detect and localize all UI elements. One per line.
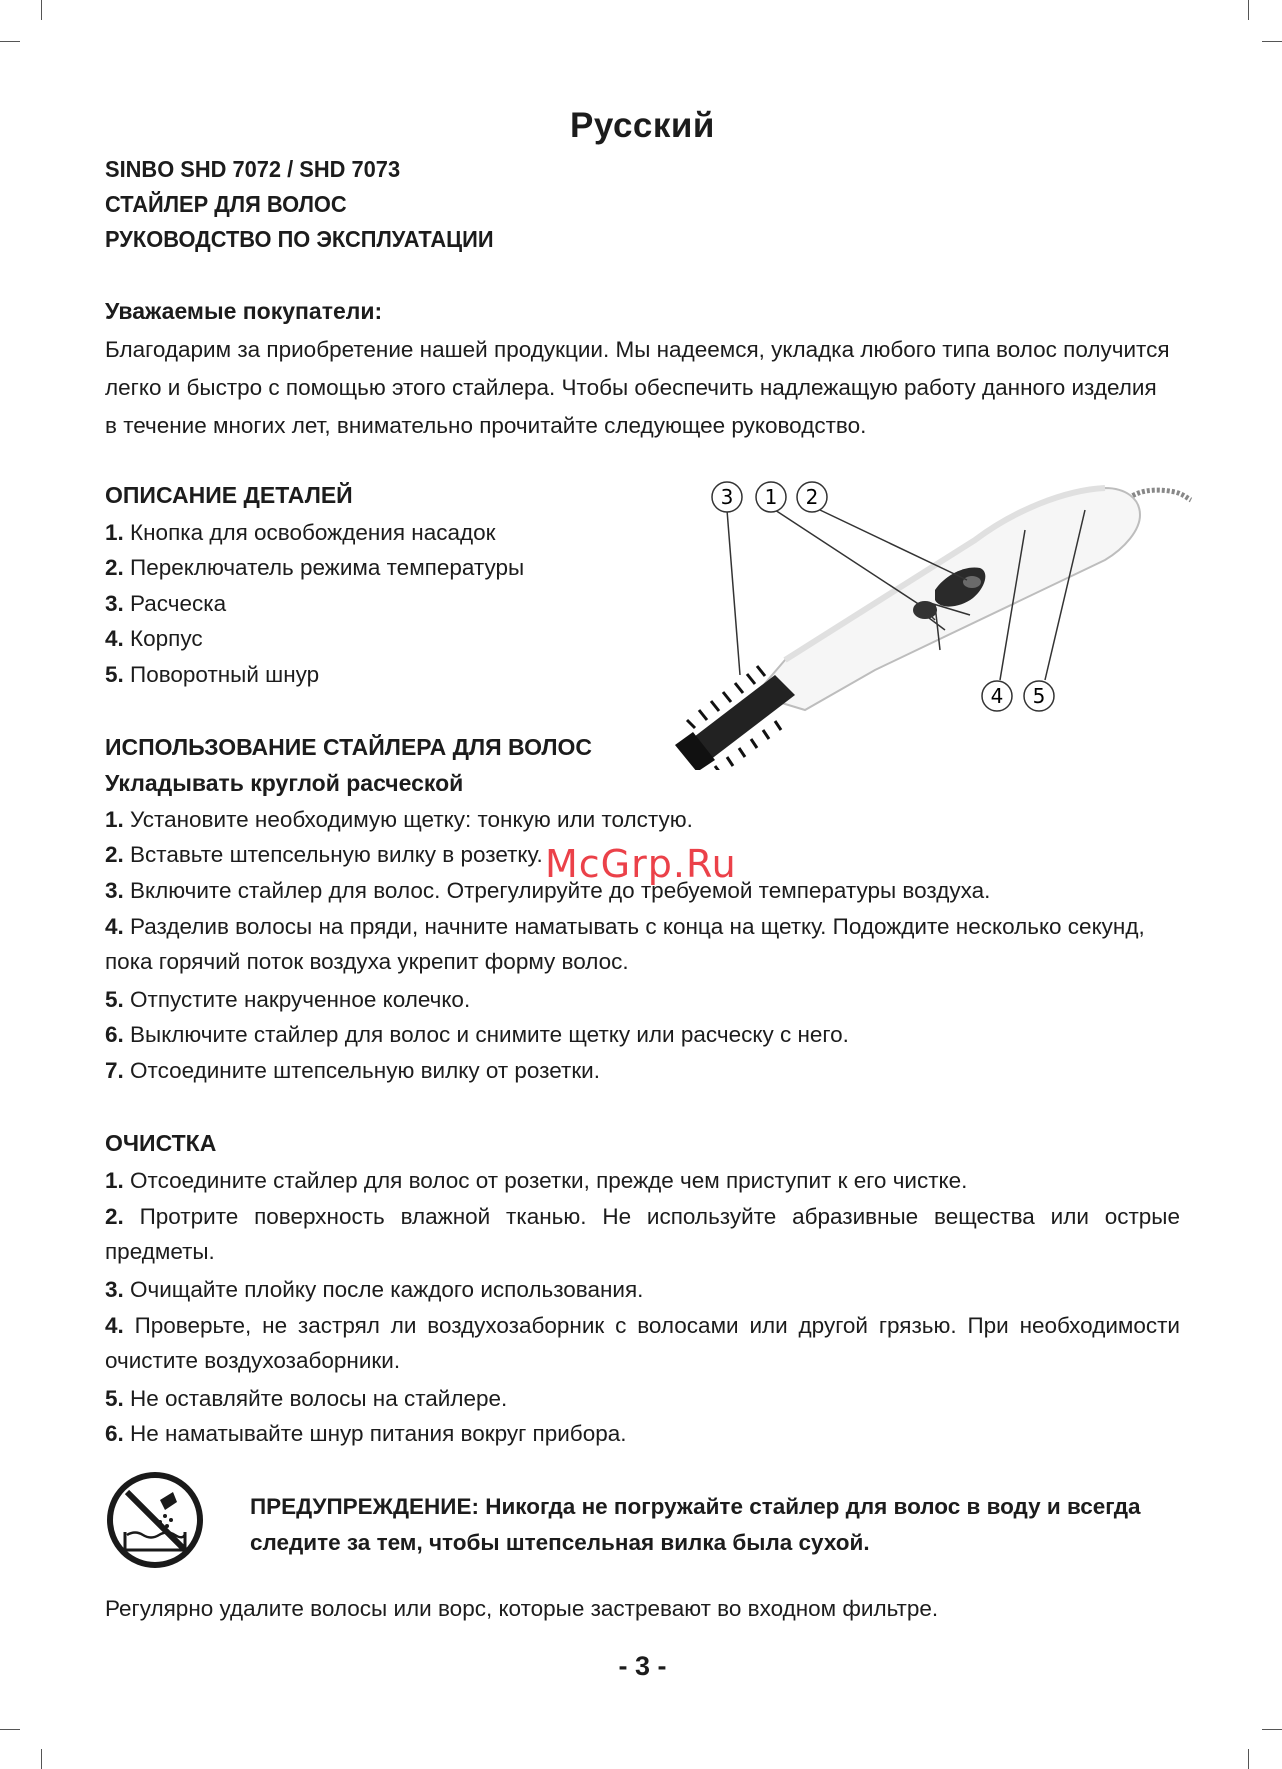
cleaning-item [105, 1381, 507, 1416]
cleaning-title: ОЧИСТКА [105, 1130, 217, 1156]
usage-item [105, 1017, 849, 1052]
crop-mark [1248, 1749, 1249, 1769]
parts-title: ОПИСАНИЕ ДЕТАЛЕЙ [105, 482, 353, 508]
footer-note: Регулярно удалите волосы или ворс, которые застревают во входном фильтре. [105, 1596, 939, 1621]
crop-mark [0, 1729, 20, 1730]
svg-text:4: 4 [990, 684, 1004, 708]
item-number: 5. [105, 662, 124, 687]
item-text: Установите необходимую щетку: тонкую или толстую. [123, 807, 693, 832]
figure-label-1 [756, 482, 786, 512]
manual-heading: РУКОВОДСТВО ПО ЭКСПЛУАТАЦИИ [105, 226, 494, 252]
item-number: 4. [105, 626, 124, 651]
item-text: Не оставляйте волосы на стайлере. [123, 1386, 508, 1411]
figure-label-2 [797, 482, 827, 512]
item-number: 3. [105, 591, 124, 616]
greeting-line: в течение многих лет, внимательно прочитайте следующее руководство. [105, 413, 867, 438]
item-number: 3. [105, 1277, 124, 1302]
item-number: 5. [105, 987, 124, 1012]
item-text: Не наматывайте шнур питания вокруг прибора. [123, 1421, 627, 1446]
item-text: Проверьте, не застрял ли воздухозаборник с волосами или другой грязью. При необходимости очистите воздухозаборники. [105, 1313, 1180, 1373]
item-number: 2. [105, 1204, 124, 1229]
usage-subtitle: Укладывать круглой расческой [105, 770, 464, 796]
item-text: Расческа [123, 591, 227, 616]
product-heading: СТАЙЛЕР ДЛЯ ВОЛОС [105, 191, 347, 217]
cleaning-item [105, 1272, 643, 1307]
item-text: Включите стайлер для волос. Отрегулируйте до требуемой температуры воздуха. [123, 878, 991, 903]
svg-text:2: 2 [805, 485, 819, 509]
item-text: Отсоедините штепсельную вилку от розетки. [123, 1058, 600, 1083]
cleaning-item [105, 1199, 1180, 1269]
parts-item [105, 515, 495, 550]
hair-styler-illustration [675, 488, 1191, 770]
cleaning-item [105, 1416, 627, 1451]
language-title: Русский [570, 106, 715, 145]
item-number: 5. [105, 1386, 124, 1411]
greeting-title: Уважаемые покупатели: [105, 298, 383, 324]
item-number: 4. [105, 1313, 124, 1338]
item-text: Корпус [123, 626, 203, 651]
item-text: Протрите поверхность влажной тканью. Не используйте абразивные вещества или острые предметы. [105, 1204, 1180, 1264]
item-text: Отсоедините стайлер для волос от розетки, прежде чем приступит к его чистке. [123, 1168, 968, 1193]
svg-text:3: 3 [720, 485, 734, 509]
cleaning-item [105, 1163, 967, 1198]
parts-item [105, 621, 203, 656]
usage-item [105, 909, 1180, 979]
cleaning-item [105, 1308, 1180, 1378]
item-number: 6. [105, 1022, 124, 1047]
parts-item [105, 550, 524, 585]
figure-label-4 [982, 681, 1012, 711]
item-text: Очищайте плойку после каждого использования. [123, 1277, 644, 1302]
item-text: Отпустите накрученное колечко. [123, 987, 471, 1012]
item-number: 3. [105, 878, 124, 903]
parts-item [105, 657, 319, 692]
item-number: 2. [105, 555, 124, 580]
item-number: 6. [105, 1421, 124, 1446]
item-number: 7. [105, 1058, 124, 1083]
warning-text: ПРЕДУПРЕЖДЕНИЕ: Никогда не погружайте стайлер для волос в воду и всегда следите за тем, чтобы штепсельная вилка была сухой. [250, 1494, 1141, 1555]
usage-item [105, 837, 543, 872]
item-text: Выключите стайлер для волос и снимите щетку или расческу с него. [123, 1022, 849, 1047]
item-text: Разделив волосы на пряди, начните наматывать с конца на щетку. Подождите несколько секунд, пока горячий поток воздуха укрепит форму волос. [105, 914, 1145, 974]
item-number: 1. [105, 807, 124, 832]
item-text: Переключатель режима температуры [123, 555, 525, 580]
usage-item [105, 982, 470, 1017]
crop-mark [41, 1749, 42, 1769]
figure-label-3 [712, 482, 742, 512]
item-text: Вставьте штепсельную вилку в розетку. [123, 842, 543, 867]
usage-item [105, 1053, 600, 1088]
no-water-icon [105, 1470, 205, 1570]
parts-item [105, 586, 226, 621]
usage-item [105, 802, 693, 837]
crop-mark [1262, 41, 1282, 42]
crop-mark [1262, 1729, 1282, 1730]
model-heading: SINBO SHD 7072 / SHD 7073 [105, 156, 401, 182]
item-number: 1. [105, 520, 124, 545]
item-number: 1. [105, 1168, 124, 1193]
crop-mark [41, 0, 42, 20]
usage-title: ИСПОЛЬЗОВАНИЕ СТАЙЛЕРА ДЛЯ ВОЛОС [105, 734, 593, 760]
page-number: - 3 - [618, 1651, 667, 1681]
greeting-line: легко и быстро с помощью этого стайлера. Чтобы обеспечить надлежащую работу данного изделия [105, 375, 1157, 400]
figure-label-5 [1024, 681, 1054, 711]
svg-text:1: 1 [764, 485, 778, 509]
item-number: 2. [105, 842, 124, 867]
crop-mark [0, 41, 20, 42]
hair-styler-figure [635, 470, 1225, 770]
item-text: Поворотный шнур [123, 662, 320, 687]
crop-mark [1248, 0, 1249, 20]
watermark: McGrp.Ru [545, 842, 737, 886]
item-number: 4. [105, 914, 124, 939]
item-text: Кнопка для освобождения насадок [123, 520, 496, 545]
greeting-line: Благодарим за приобретение нашей продукции. Мы надеемся, укладка любого типа волос получится [105, 337, 1170, 362]
svg-text:5: 5 [1032, 684, 1046, 708]
